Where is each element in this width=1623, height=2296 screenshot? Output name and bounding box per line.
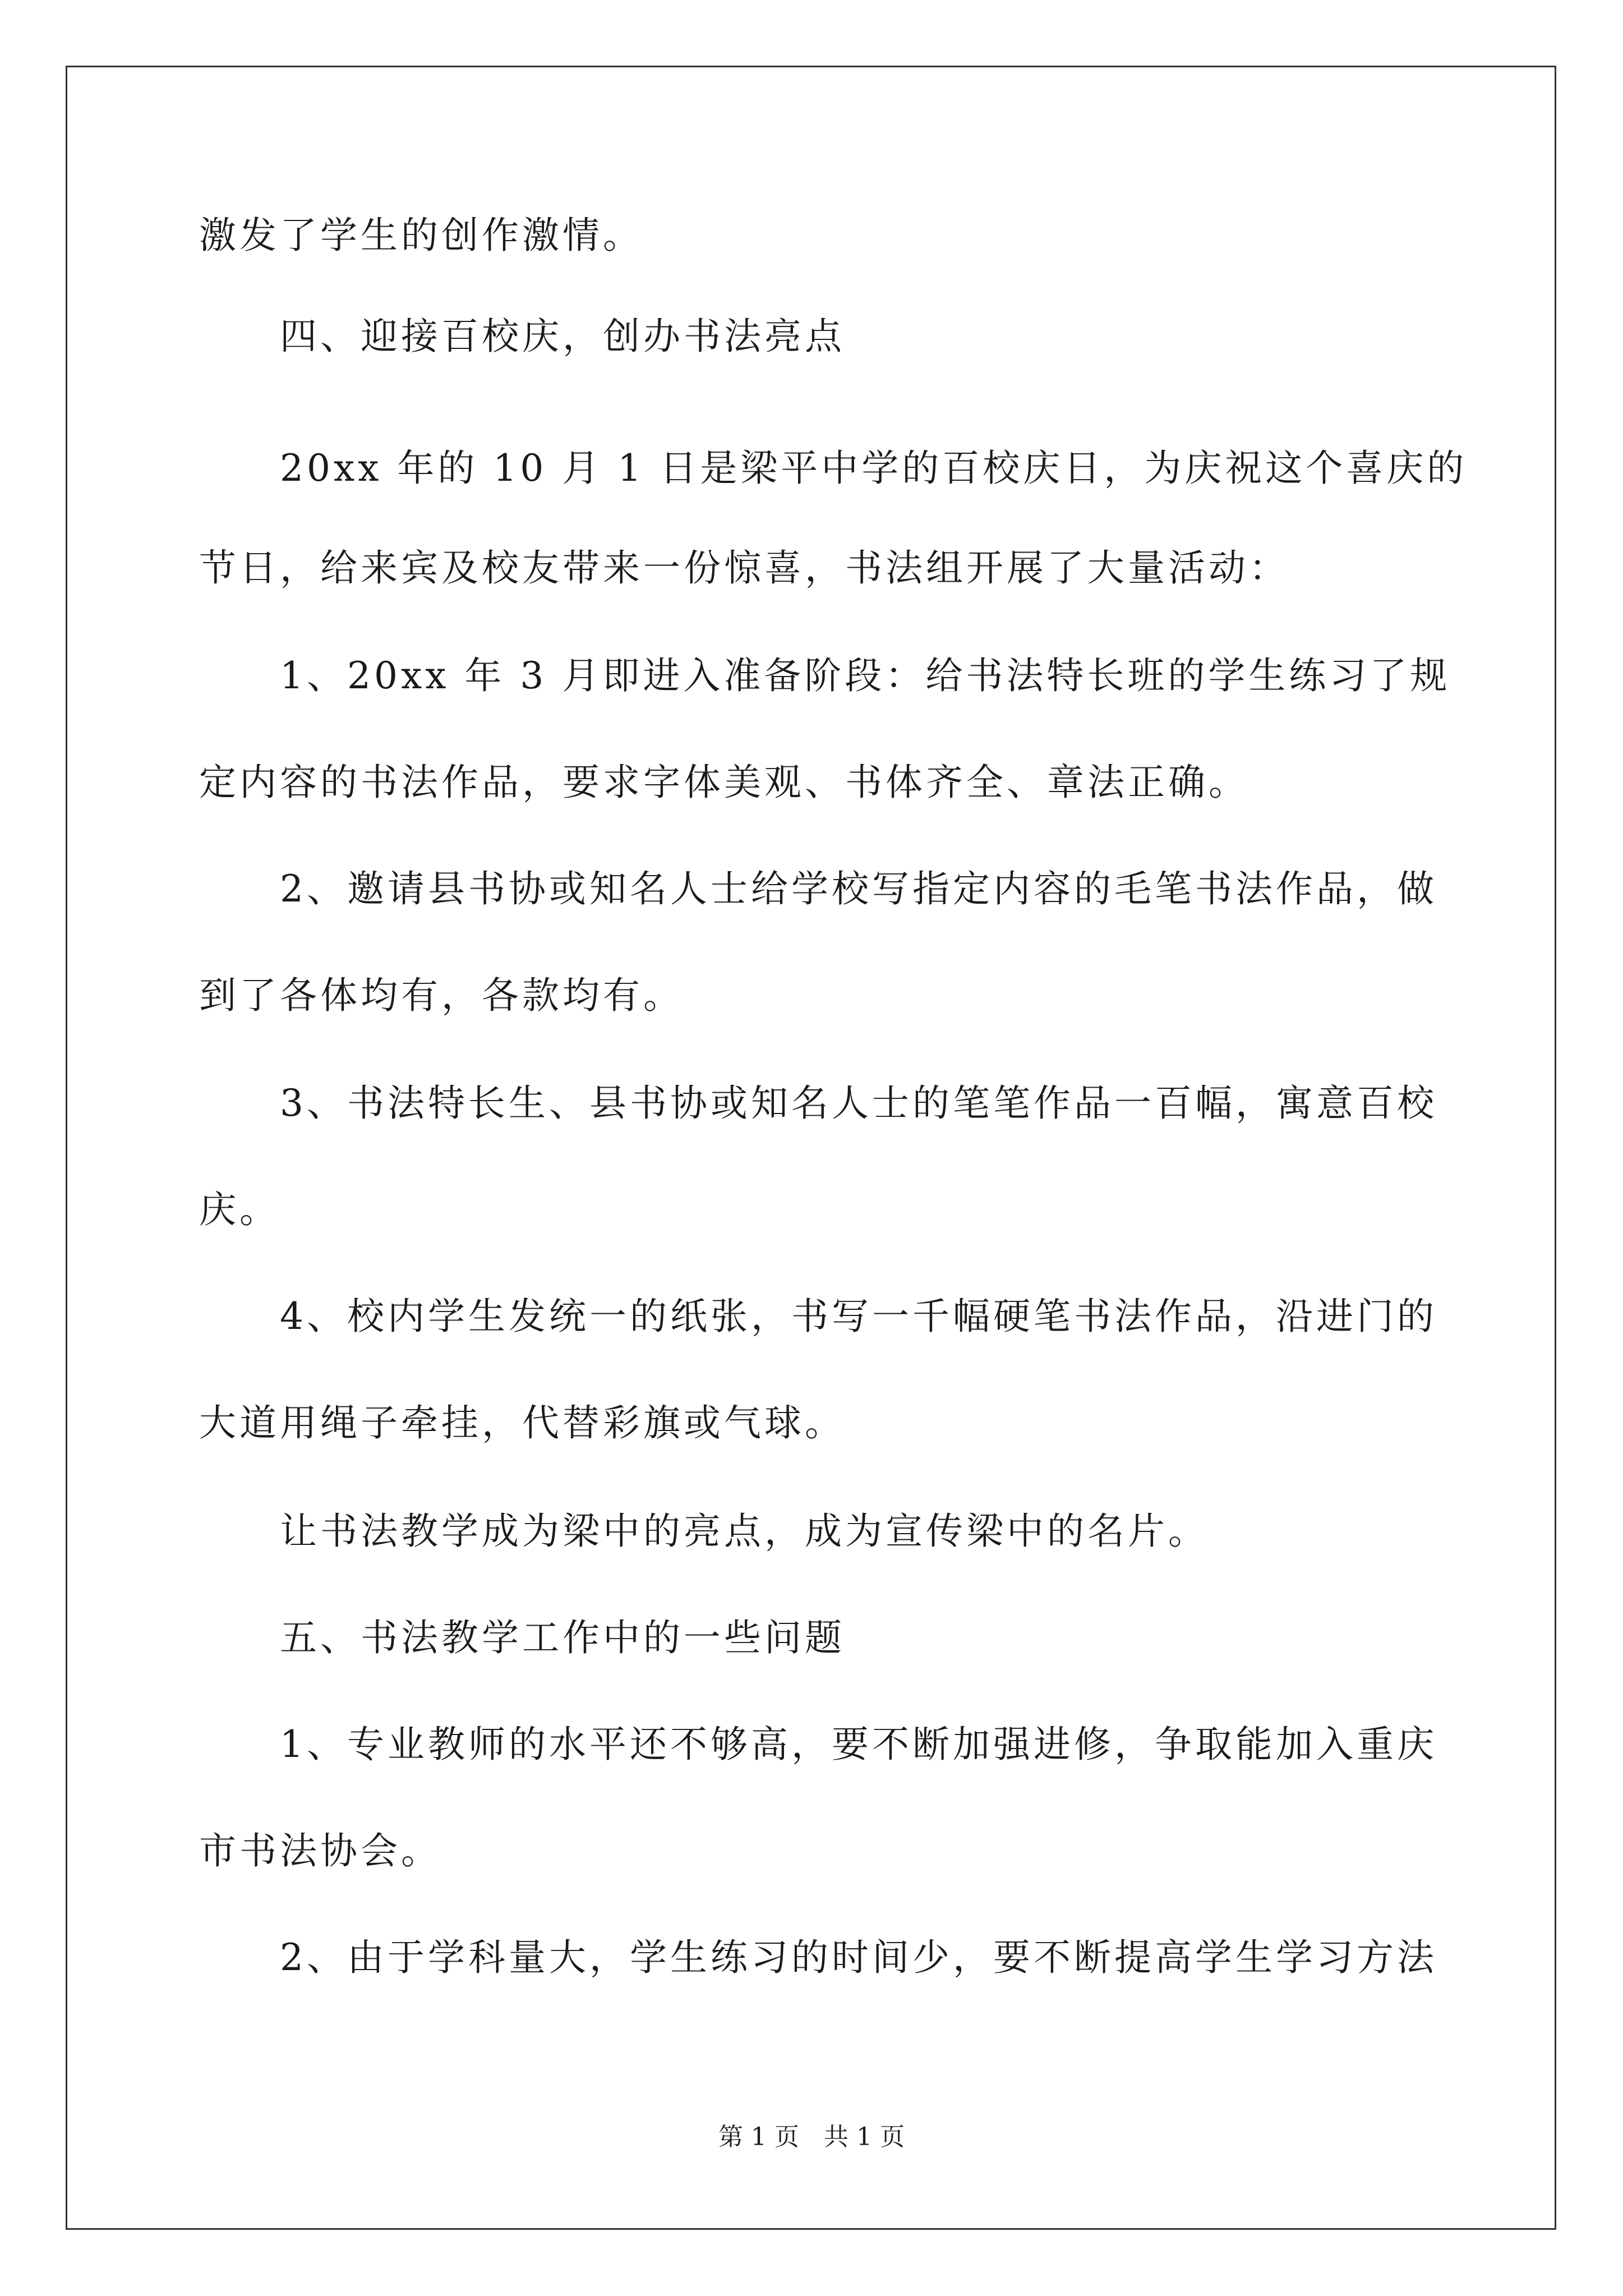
section-heading: 五、书法教学工作中的一些问题 <box>199 1616 845 1659</box>
body-line: 到了各体均有，各款均有。 <box>199 974 684 1017</box>
body-line: 让书法教学成为梁中的亮点，成为宣传梁中的名片。 <box>199 1510 1209 1553</box>
page-number-footer: 第 1 页 共 1 页 <box>718 2123 905 2151</box>
body-line: 20xx 年的 10 月 1 日是梁平中学的百校庆日，为庆祝这个喜庆的 <box>199 447 1468 490</box>
body-line: 2、由于学科量大，学生练习的时间少，要不断提高学生学习方法 <box>199 1936 1437 1979</box>
body-line: 定内容的书法作品，要求字体美观、书体齐全、章法正确。 <box>199 761 1249 804</box>
body-line: 1、20xx 年 3 月即进入准备阶段：给书法特长班的学生练习了规 <box>199 654 1451 697</box>
body-line: 大道用绳子牵挂，代替彩旗或气球。 <box>199 1401 845 1444</box>
body-line: 1、专业教师的水平还不够高，要不断加强进修，争取能加入重庆 <box>199 1723 1437 1766</box>
body-line: 4、校内学生发统一的纸张，书写一千幅硬笔书法作品，沿进门的 <box>199 1295 1437 1338</box>
body-line: 市书法协会。 <box>199 1829 441 1872</box>
body-line: 激发了学生的创作激情。 <box>199 214 643 257</box>
body-line: 庆。 <box>199 1188 280 1231</box>
body-line: 3、书法特长生、县书协或知名人士的笔笔作品一百幅，寓意百校 <box>199 1082 1437 1125</box>
body-line: 节日，给来宾及校友带来一份惊喜，书法组开展了大量活动： <box>199 546 1289 590</box>
section-heading: 四、迎接百校庆，创办书法亮点 <box>199 315 845 358</box>
page-border <box>66 66 1556 2230</box>
body-line: 2、邀请县书协或知名人士给学校写指定内容的毛笔书法作品，做 <box>199 867 1437 910</box>
